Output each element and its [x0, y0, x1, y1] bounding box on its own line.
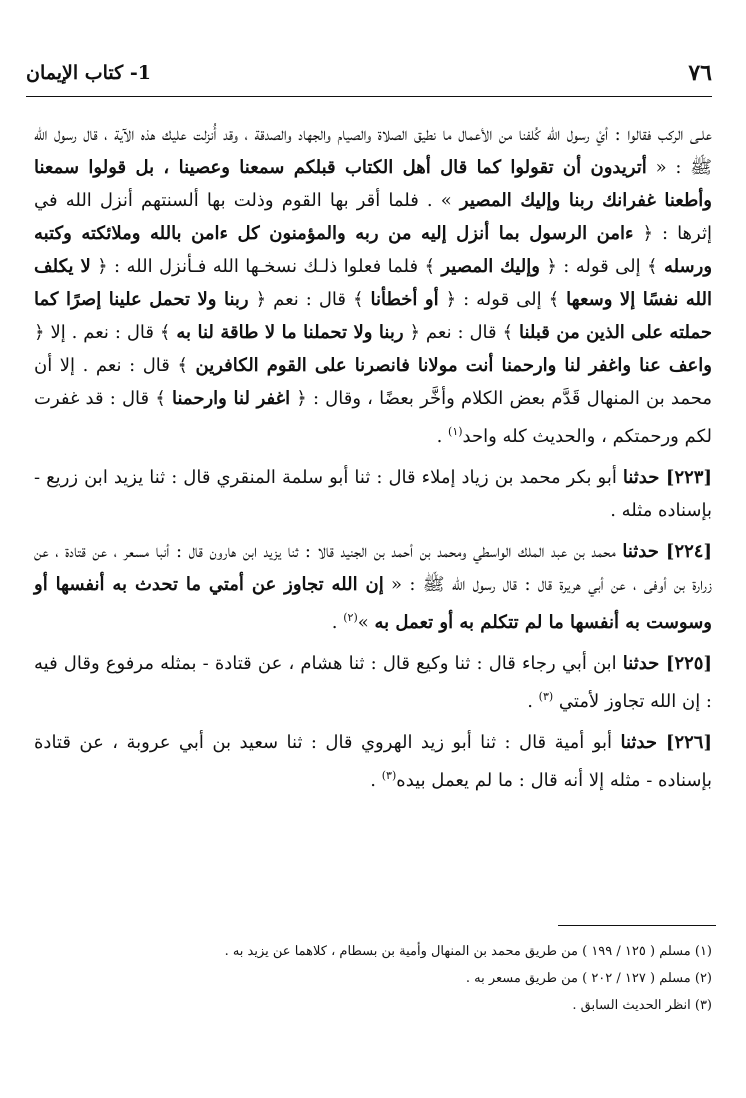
text-segment: ﴾ إلى قوله : ﴿	[438, 289, 567, 310]
footnote-ref: (١)	[448, 425, 463, 438]
hadith-number: [٢٢٣] حدثنا	[622, 467, 712, 488]
quran-verse: اغفر لنا وارحمنا	[172, 388, 291, 409]
quran-verse: ربنا ولا تحملنا ما لا طاقة لنا به	[176, 322, 404, 343]
text-segment: »	[357, 612, 375, 633]
footnote-3: (٣) انظر الحديث السابق .	[572, 998, 712, 1013]
quran-verse: ءامن الرسول بما أنزل إليه من ربه والمؤمنون كل ءامن بالله وملائكته وكتبه ورسله	[34, 223, 713, 277]
text-segment: ﴾ فلما فعلوا ذلـك نسخـها الله فـأنزل الله : ﴿	[90, 256, 442, 277]
text-segment: ﴾ قال : نعم ﴿	[403, 322, 519, 343]
text-segment: .	[527, 691, 539, 712]
quran-verse: واعف عنا واغفر لنا وارحمنا أنت مولانا فانصرنا على القوم الكافرين	[195, 355, 712, 376]
footnote-ref: (٣)	[538, 690, 554, 703]
hadith-number: [٢٢٤] حدثنا	[622, 541, 712, 562]
hadith-number: [٢٢٦] حدثنا	[620, 732, 712, 753]
text-segment: علـى الركب فقالوا : أيْ رسول الله كُلفنا من الأعمال ما نطيق الصلاة والصيام والجهاد والصدقة ، وقد أُنزلت عليك هذه الآية ، قال رسول الله ﷺ : «	[34, 124, 712, 178]
text-segment: محمد بن عبد الملك الواسطي ومحمد بن أحمد بن الجنيد قالا : ثنا يزيد ابن هارون قال : أنبا مسعر ، عن قتادة ، عن زرارة بن أوفى ، عن أبي هريرة قال : قال رسول الله ﷺ : «	[34, 541, 712, 595]
hadith-number: [٢٢٥] حدثنا	[622, 653, 712, 674]
footnote-2: (٢) مسلم ( ١٢٧ / ٢٠٢ ) من طريق مسعر به .	[465, 971, 712, 986]
quran-verse: ربنا ولا تحمل علينا إصرًا كما حملته على الذين من قبلنا	[34, 289, 712, 343]
footnote-1: (١) مسلم ( ١٢٥ / ١٩٩ ) من طريق محمد بن المنهال وأمية بن بسطام ، كلاهما عن يزيد به .	[224, 944, 712, 959]
quran-verse: وإليك المصير	[441, 256, 540, 277]
paragraph-hadith-223	[34, 461, 712, 527]
text-segment: ابن أبي رجاء قال : ثنا وكيع قال : ثنا هشام ، عن قتادة - بمثله مرفوع وقال فيه : إن الله تجاوز لأمتي	[34, 653, 712, 712]
paragraph-hadith-222-continuation	[34, 118, 712, 453]
chapter-title: 1- كتاب الإيمان	[26, 62, 151, 84]
text-segment: أبو أمية قال : ثنا أبو زيد الهروي قال : ثنا سعيد بن أبي عروبة ، عن قتادة بإسناده - مثله إلا أنه قال : ما لم يعمل بيده	[34, 732, 712, 791]
page-header	[26, 52, 712, 97]
text-segment: ﴾ قال : قد غفرت لكم ورحمتكم ، والحديث كله واحد	[34, 388, 712, 447]
main-text	[34, 118, 712, 797]
text-segment: .	[370, 770, 382, 791]
page-number: ٧٦	[688, 60, 712, 86]
text-segment: ﴾ إلى قوله : ﴿	[539, 256, 664, 277]
footnotes	[36, 938, 712, 1019]
text-segment: .	[436, 426, 449, 447]
prophetic-quote: إن الله تجاوز عن أمتي ما تحدث به أنفسها أو وسوست به أنفسها ما لم تتكلم به أو تعمل به	[34, 574, 712, 633]
text-segment: » . فلما أقر بها القوم وذلت بها ألسنتهم أنزل الله في إثرها : ﴿	[34, 190, 712, 244]
quran-verse: لا يكلف الله نفسًا إلا وسعها	[34, 256, 713, 310]
text-segment: .	[331, 612, 344, 633]
quran-verse: أو أخطأنا	[370, 289, 439, 310]
paragraph-hadith-225	[34, 647, 712, 718]
footnote-separator	[558, 925, 716, 926]
paragraph-hadith-224	[34, 535, 712, 639]
footnote-ref: (٢)	[343, 611, 358, 624]
text-segment: ﴾ قال : نعم . إلا أن محمد بن المنهال قَدَّم بعض الكلام وأخَّر بعضًا ، وقال : ﴿	[34, 355, 712, 409]
paragraph-hadith-226	[34, 726, 712, 797]
prophetic-quote: أتريدون أن تقولوا كما قال أهل الكتاب قبلكم سمعنا وعصينا ، بل قولوا سمعنا وأطعنا غفرانك ربنا وإليك المصير	[34, 157, 713, 211]
text-segment: ﴾ قال : نعم ﴿	[248, 289, 371, 310]
text-segment: ﴾ قال : نعم . إلا ﴿	[34, 322, 177, 343]
footnote-ref: (٣)	[381, 769, 397, 782]
text-segment: أبو بكر محمد بن زياد إملاء قال : ثنا أبو سلمة المنقري قال : ثنا يزيد ابن زريع - بإسناده مثله .	[34, 467, 712, 521]
